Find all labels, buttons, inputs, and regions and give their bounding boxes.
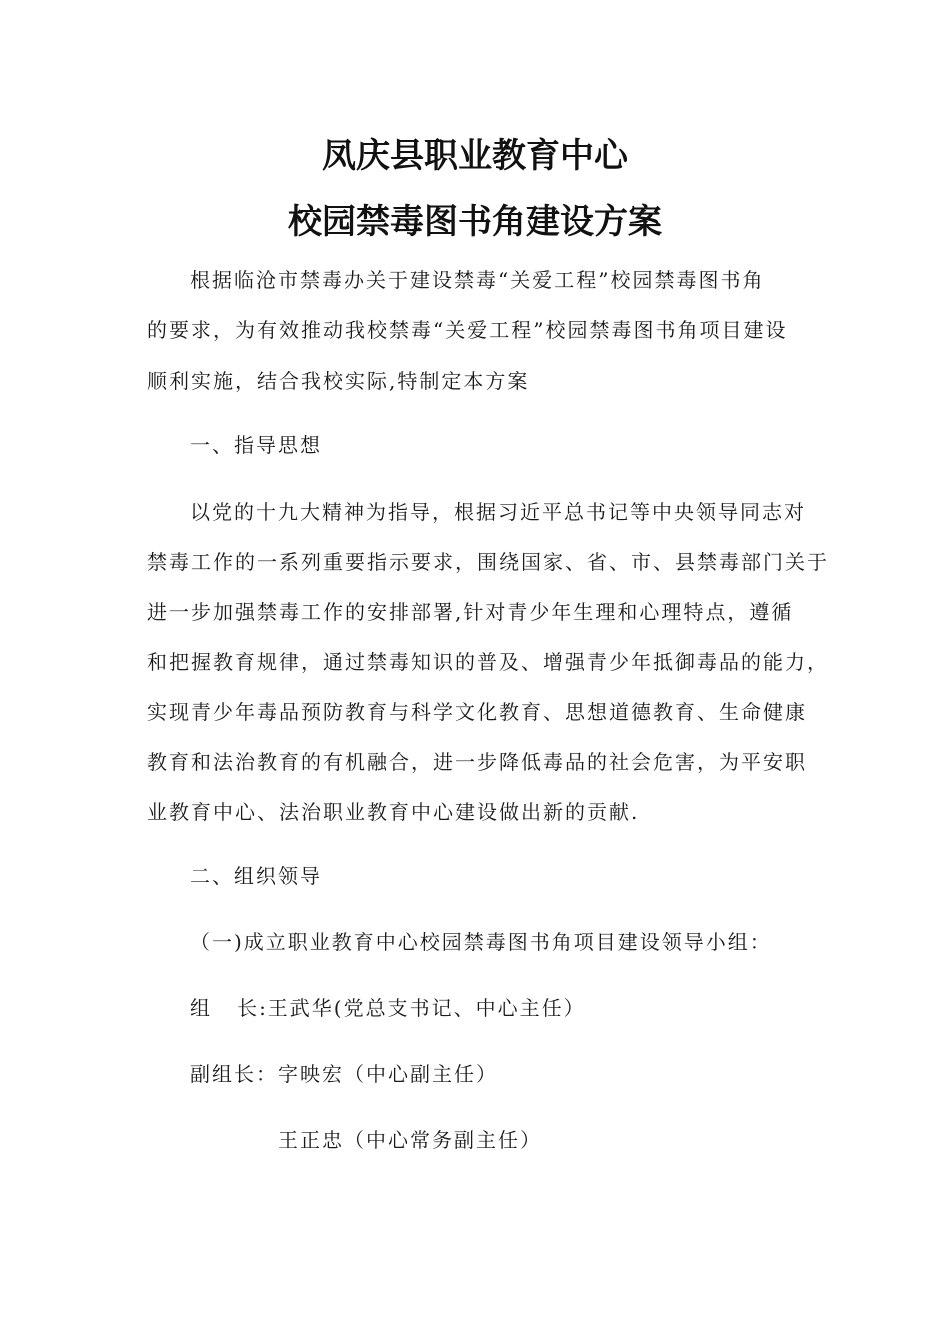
section-1-line-4: 和把握教育规律，通过禁毒知识的普及、增强青少年抵御毒品的能力， xyxy=(147,650,829,674)
intro-line-3: 顺利实施，结合我校实际,特制定本方案 xyxy=(147,369,530,393)
deputy-leader-line-2: 王正忠（中心常务副主任） xyxy=(278,1128,542,1152)
intro-line-1: 根据临沧市禁毒办关于建设禁毒“关爱工程”校园禁毒图书角 xyxy=(190,268,765,292)
section-1-line-7: 业教育中心、法治职业教育中心建设做出新的贡献. xyxy=(147,800,640,824)
intro-line-2: 的要求，为有效推动我校禁毒“关爱工程”校园禁毒图书角项目建设 xyxy=(147,318,788,342)
section-1-line-1: 以党的十九大精神为指导，根据习近平总书记等中央领导同志对 xyxy=(190,500,806,524)
section-1-line-6: 教育和法治教育的有机融合，进一步降低毒品的社会危害，为平安职 xyxy=(147,750,807,774)
section-2-heading: 二、组织领导 xyxy=(190,864,322,888)
section-1-line-3: 进一步加强禁毒工作的安排部署,针对青少年生理和心理特点，遵循 xyxy=(147,600,794,624)
leader-line: 组 长:王武华(党总支书记、中心主任） xyxy=(190,996,586,1020)
section-1-line-5: 实现青少年毒品预防教育与科学文化教育、思想道德教育、生命健康 xyxy=(147,700,807,724)
subsection-1-heading: （一)成立职业教育中心校园禁毒图书角项目建设领导小组： xyxy=(190,930,772,954)
deputy-leader-line-1: 副组长：字映宏（中心副主任） xyxy=(190,1062,498,1086)
document-title-line-2: 校园禁毒图书角建设方案 xyxy=(288,202,662,242)
document-title-line-1: 凤庆县职业教育中心 xyxy=(322,136,628,176)
section-1-heading: 一、指导思想 xyxy=(190,433,322,457)
section-1-line-2: 禁毒工作的一系列重要指示要求，围绕国家、省、市、县禁毒部门关于 xyxy=(147,550,829,574)
